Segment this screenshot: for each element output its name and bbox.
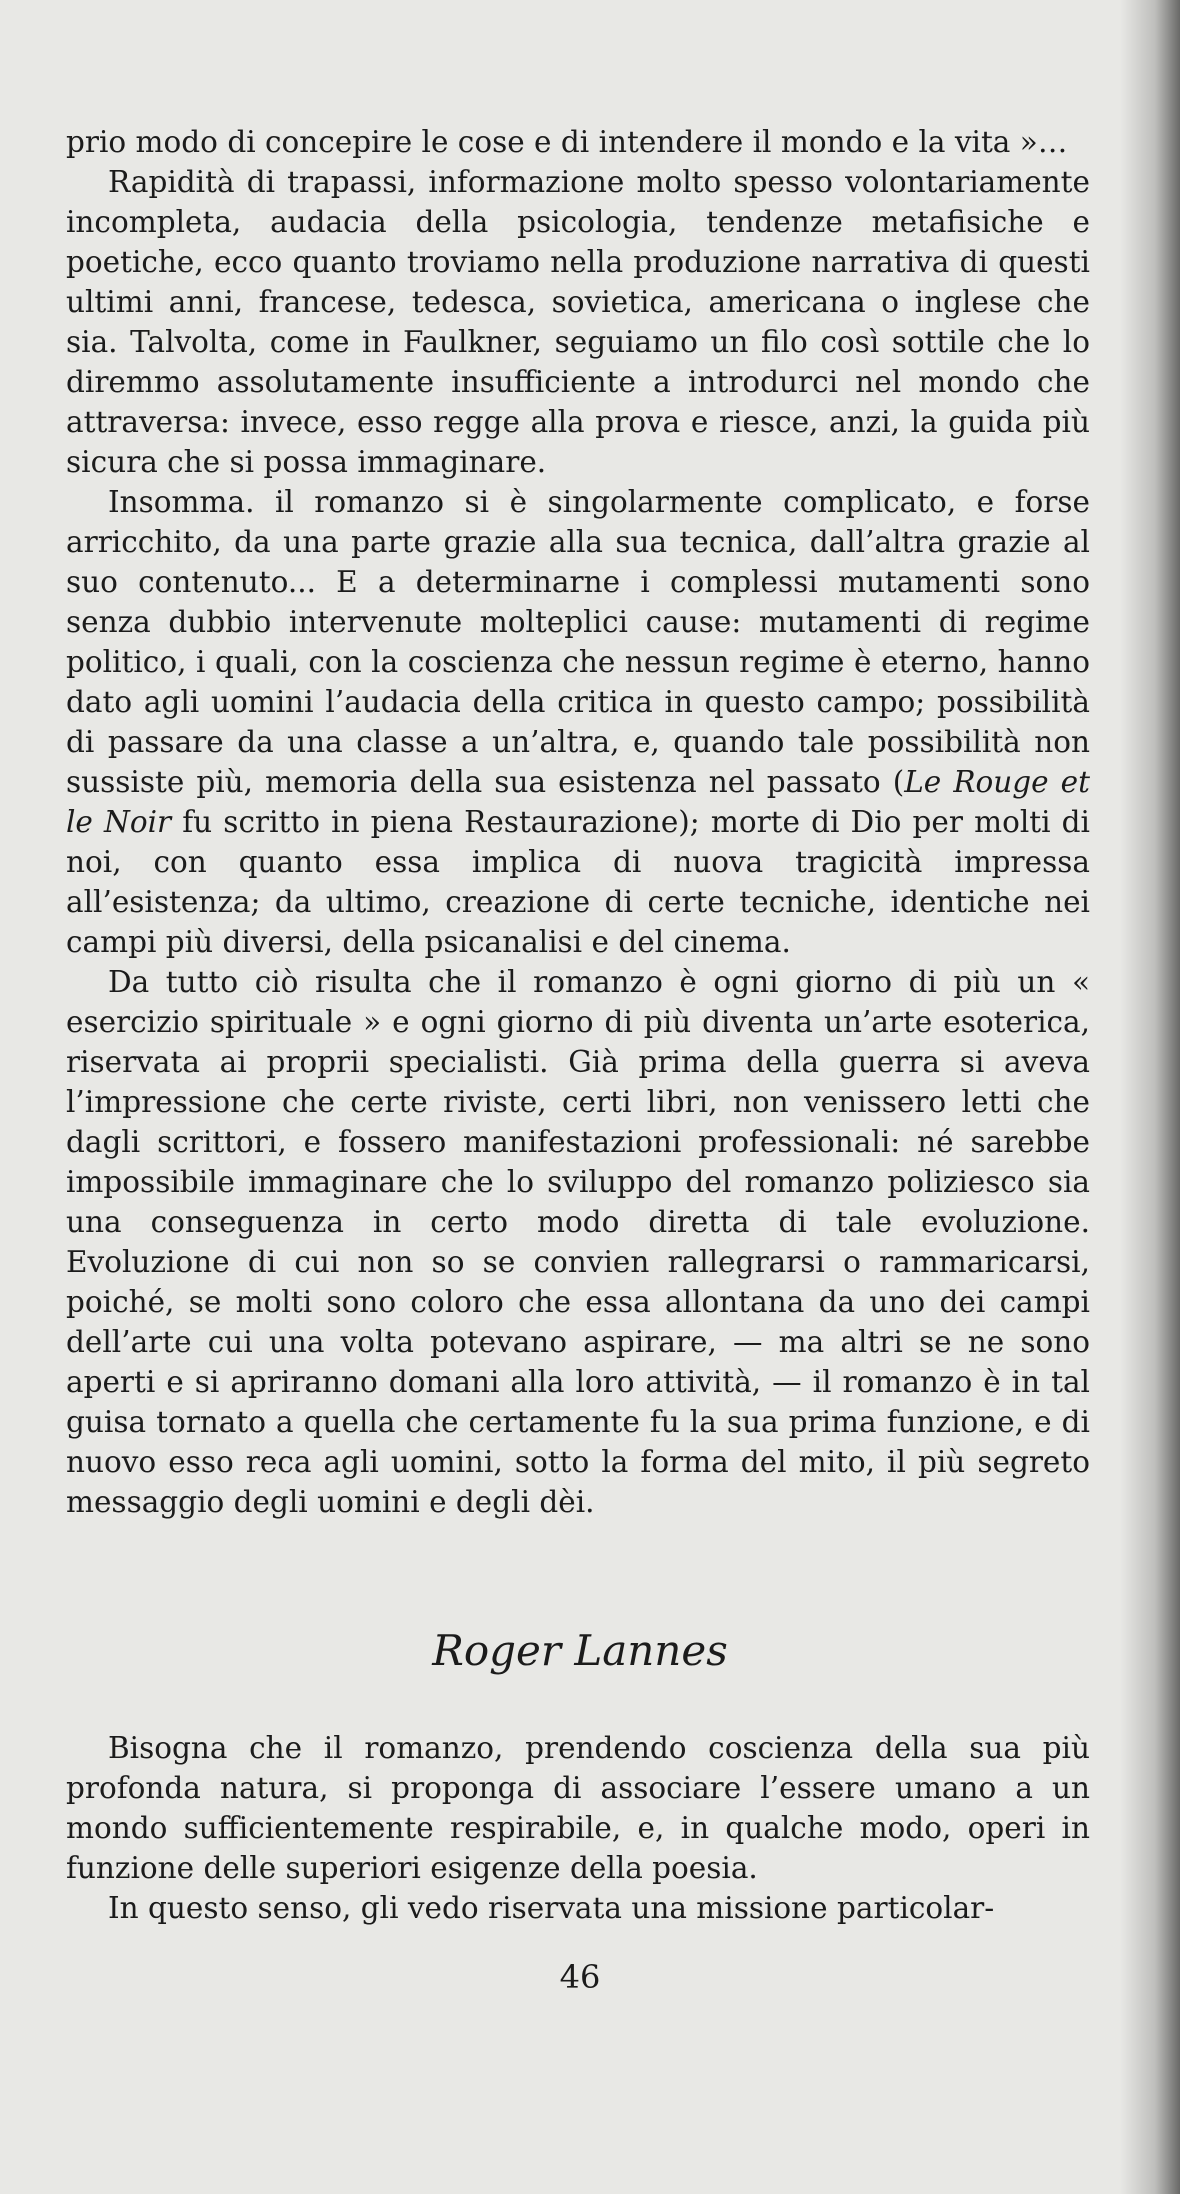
section-paragraph-1: Bisogna che il romanzo, prendendo coscienza della sua più profonda natura, si proponga di associare l’essere umano a un mondo sufficientemente respirabile, e, in qualche modo, operi in funzione delle superiori esigenze della poesia. — [66, 1731, 1090, 1885]
paragraph-3-text-after: fu scritto in piena Restaurazione); morte di Dio per molti di noi, con quanto essa implica di nuova tragicità impressa all’esistenza; da ultimo, creazione di certe tecniche, identiche nei campi più diversi, della psicanalisi e del cinema. — [66, 805, 1090, 959]
section-paragraph-2: In questo senso, gli vedo riservata una missione particolar- — [108, 1891, 995, 1925]
paragraph-3 — [66, 482, 1090, 962]
main-text-block — [66, 122, 1090, 1522]
paragraph-2 — [66, 162, 1090, 482]
paragraph-4-text: Da tutto ciò risulta che il romanzo è ogni giorno di più un « esercizio spirituale » e ogni giorno di più diventa un’arte esoterica, riservata ai proprii specialisti. Già prima della guerra si aveva l’impressione che certe riviste, certi libri, non venissero letti che dagli scrittori, e fossero manifestazioni professionali: né sarebbe impossibile immaginare che lo sviluppo del romanzo poliziesco sia una conseguenza in certo modo diretta di tale evoluzione. Evoluzione di cui non so se convien rallegrarsi o rammaricarsi, poiché, se molti sono coloro che essa allontana da uno dei campi dell’arte cui una volta potevano aspirare, — ma altri se ne sono aperti e si apriranno domani alla loro attività, — il romanzo è in tal guisa tornato a quella che certamente fu la sua prima funzione, e di nuovo esso reca agli uomini, sotto la forma del mito, il più segreto messaggio degli uomini e degli dèi. — [66, 965, 1090, 1519]
section-heading: Roger Lannes — [432, 1626, 728, 1675]
section-text-block — [66, 1728, 1090, 1928]
paragraph-2-text: Rapidità di trapassi, informazione molto spesso volontariamente incompleta, audacia della psicologia, tendenze metafisiche e poetiche, ecco quanto troviamo nella produzione narrativa di questi ultimi anni, francese, tedesca, sovietica, americana o inglese che sia. Talvolta, come in Faulkner, seguiamo un filo così sottile che lo diremmo assolutamente insufficiente a introdurci nel mondo che attraversa: invece, esso regge alla prova e riesce, anzi, la guida più sicura che si possa immaginare. — [66, 165, 1090, 479]
book-title-italic: Le Rouge et le Noir — [66, 765, 1091, 839]
page-number: 46 — [559, 1958, 601, 1996]
paragraph-1-text: prio modo di concepire le cose e di intendere il mondo e la vita »… — [66, 125, 1068, 159]
paragraph-4 — [66, 962, 1090, 1522]
paragraph-1 — [66, 122, 1090, 162]
paragraph-3-text-before: Insomma. il romanzo si è singolarmente complicato, e forse arricchito, da una parte grazie alla sua tecnica, dall’altra grazie al suo contenuto... E a determinarne i complessi mutamenti sono senza dubbio intervenute molteplici cause: mutamenti di regime politico, i quali, con la coscienza che nessun regime è eterno, hanno dato agli uomini l’audacia della critica in questo campo; possibilità di passare da una classe a un’altra, e, quando tale possibilità non sussiste più, memoria della sua esistenza nel passato ( — [66, 485, 1090, 799]
